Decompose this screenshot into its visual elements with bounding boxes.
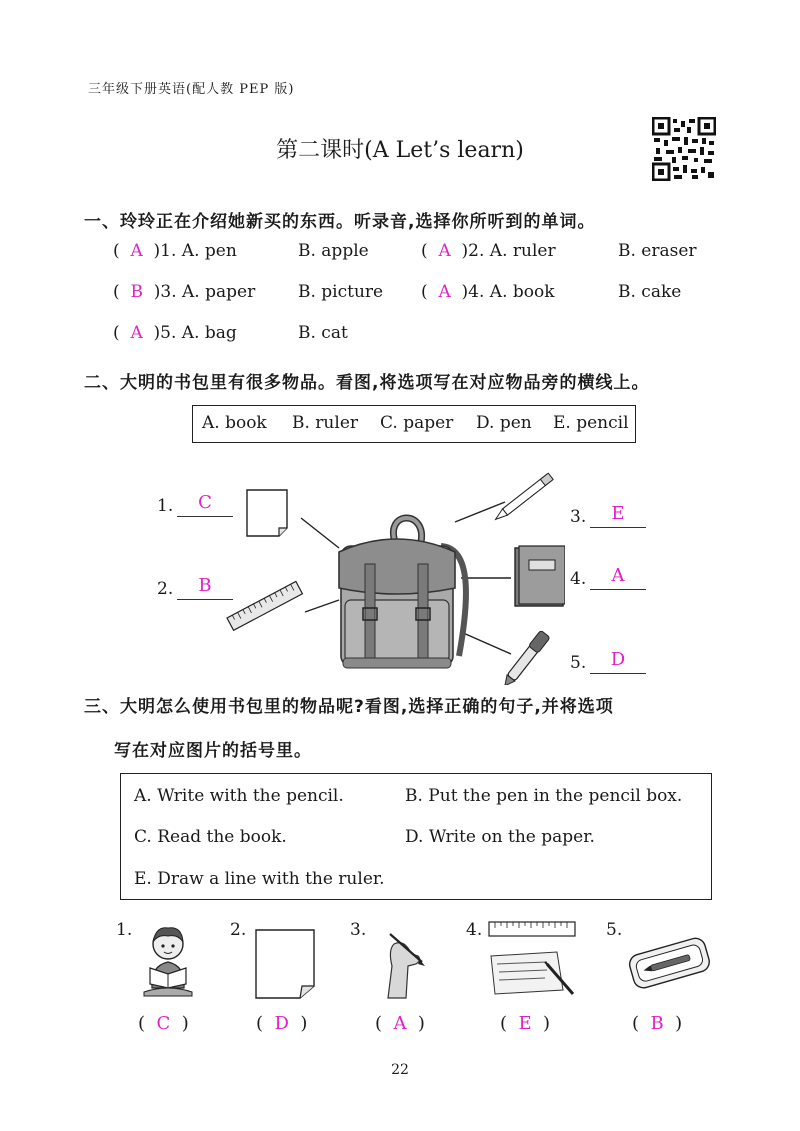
page-number: 22 [391, 1062, 409, 1078]
lesson-title: 第二课时(A Let’s learn) [276, 138, 524, 163]
word-option: E. pencil [553, 413, 629, 433]
pencil-box-icon [627, 932, 713, 998]
boy-reading-icon [138, 922, 198, 998]
ruler-line-icon [487, 920, 577, 1000]
question-5: ( A )5. A. bag [113, 323, 237, 343]
question-1-option-b: B. apple [298, 241, 369, 261]
picture-answer-2[interactable]: ( D ) [256, 1013, 308, 1034]
page-header: 三年级下册英语(配人教 PEP 版) [88, 82, 295, 97]
question-4-option-b: B. cake [618, 282, 682, 302]
pencil-icon [493, 473, 553, 522]
sentence-option: B. Put the pen in the pencil box. [405, 786, 683, 806]
blank-answer-3[interactable]: E [590, 503, 646, 528]
qr-code-icon [652, 117, 716, 181]
word-option: A. book [202, 413, 267, 433]
question-2: ( A )2. A. ruler [421, 241, 556, 261]
blank-number: 3. [570, 507, 587, 527]
question-1: ( A )1. A. pen [113, 241, 237, 261]
question-4: ( A )4. A. book [421, 282, 555, 302]
word-options-box [192, 405, 636, 443]
picture-number: 2. [230, 920, 247, 940]
sentence-option: C. Read the book. [134, 827, 287, 847]
blank-answer-4[interactable]: A [590, 565, 646, 590]
question-3-option-b: B. picture [298, 282, 384, 302]
word-option: D. pen [476, 413, 532, 433]
sentence-option: D. Write on the paper. [405, 827, 595, 847]
section1-heading: 一、玲玲正在介绍她新买的东西。听录音,选择你所听到的单词。 [84, 212, 596, 232]
blank-number: 4. [570, 569, 587, 589]
answer-4: A [438, 282, 451, 302]
picture-number: 5. [606, 920, 623, 940]
blank-number: 5. [570, 653, 587, 673]
book-icon [515, 546, 565, 606]
paper-icon [247, 490, 287, 536]
sentence-option: A. Write with the pencil. [134, 786, 344, 806]
answer-5: A [130, 323, 143, 343]
picture-answer-4[interactable]: ( E ) [500, 1013, 551, 1034]
answer-3: B [130, 282, 143, 302]
answer-2: A [438, 241, 451, 261]
pen-icon [500, 630, 550, 685]
question-5-option-b: B. cat [298, 323, 348, 343]
question-2-option-b: B. eraser [618, 241, 697, 261]
sentence-option: E. Draw a line with the ruler. [134, 869, 385, 889]
blank-answer-1[interactable]: C [177, 492, 233, 517]
picture-answer-3[interactable]: ( A ) [375, 1013, 425, 1034]
blank-number: 1. [157, 496, 174, 516]
hand-writing-icon [378, 926, 428, 1000]
word-option: B. ruler [292, 413, 358, 433]
blank-number: 2. [157, 579, 174, 599]
picture-number: 4. [466, 920, 483, 940]
picture-number: 1. [116, 920, 133, 940]
paper-icon [254, 928, 316, 1000]
section3-heading-line2: 写在对应图片的括号里。 [114, 741, 312, 761]
word-option: C. paper [380, 413, 454, 433]
ruler-icon [227, 581, 302, 630]
sentence-options-box [120, 773, 712, 900]
picture-answer-5[interactable]: ( B ) [632, 1013, 683, 1034]
blank-answer-5[interactable]: D [590, 649, 646, 674]
question-3: ( B )3. A. paper [113, 282, 256, 302]
picture-number: 3. [350, 920, 367, 940]
picture-answer-1[interactable]: ( C ) [138, 1013, 189, 1034]
section2-heading: 二、大明的书包里有很多物品。看图,将选项写在对应物品旁的横线上。 [84, 373, 650, 393]
backpack-illustration [215, 460, 565, 685]
answer-1: A [130, 241, 143, 261]
blank-answer-2[interactable]: B [177, 575, 233, 600]
backpack-icon [339, 518, 466, 668]
section3-heading-line1: 三、大明怎么使用书包里的物品呢?看图,选择正确的句子,并将选项 [84, 697, 614, 717]
